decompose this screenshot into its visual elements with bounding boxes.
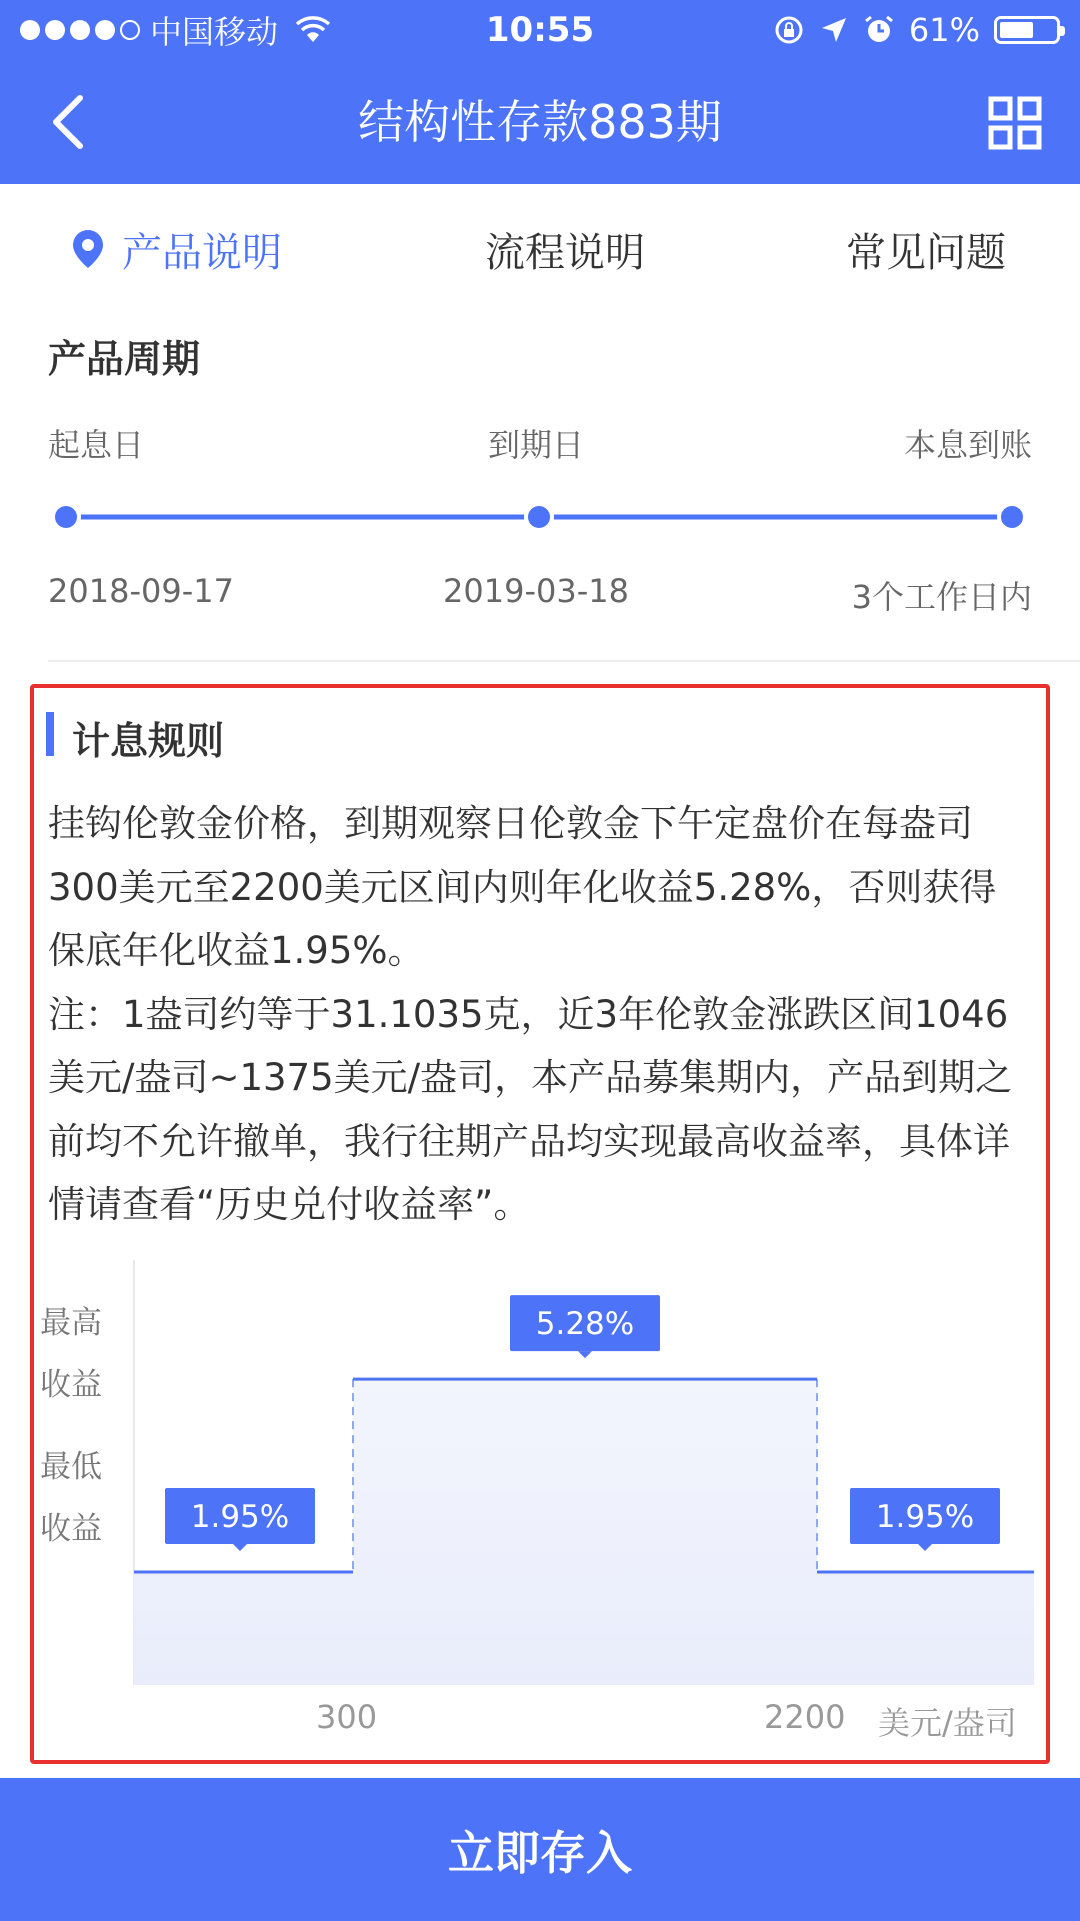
cycle-maturity-date: 2019-03-18	[443, 572, 629, 610]
yield-chart	[30, 1260, 1050, 1760]
yield-label: 1.95%	[875, 1499, 975, 1536]
cycle-start-date: 2018-09-17	[48, 572, 234, 610]
grid-icon	[988, 96, 1042, 150]
chart-label-low: 最低 收益	[40, 1449, 102, 1547]
interest-rule-text	[48, 792, 1030, 1237]
tab-label: 常见问题	[846, 229, 1006, 276]
interest-rule-title: 计息规则	[72, 719, 225, 763]
page-title: 结构性存款883期	[358, 95, 722, 149]
tab-product-info[interactable]	[70, 184, 282, 314]
carrier-name: 中国移动	[150, 13, 279, 51]
yield-label: 5.28%	[535, 1306, 635, 1343]
yield-label-pointer	[233, 1544, 247, 1551]
top-bar	[0, 0, 1080, 184]
chart-label-high: 最高 收益	[40, 1305, 102, 1403]
interest-rule-paragraph: 挂钩伦敦金价格，到期观察日伦敦金下午定盘价在每盎司300美元至2200美元区间内则年化收益5.28%，否则获得保底年化收益1.95%。	[48, 802, 997, 972]
tab-faq[interactable]	[846, 184, 1006, 314]
status-time: 10:55	[485, 10, 595, 50]
yield-label-pointer	[578, 1351, 592, 1358]
menu-grid-button[interactable]	[988, 96, 1042, 150]
tab-process-info[interactable]	[485, 184, 645, 314]
cycle-section-title: 产品周期	[48, 337, 201, 381]
interest-rule-note: 注：1盎司约等于31.1035克，近3年伦敦金涨跌区间1046美元/盎司~1375美元/盎司，本产品募集期内，产品到期之前均不允许撤单，我行往期产品均实现最高收益率，具体详情请查看“历史兑付收益率”。	[48, 992, 1013, 1226]
timeline-node-start	[53, 504, 79, 530]
yield-label-pointer	[918, 1544, 932, 1551]
deposit-now-button[interactable]: 立即存入	[0, 1778, 1080, 1921]
x-tick-label: 300	[316, 1698, 378, 1736]
tab-bar	[0, 184, 1080, 314]
x-tick-label: 2200	[764, 1698, 846, 1736]
status-bar-right	[773, 10, 1060, 50]
yield-label: 1.95%	[190, 1499, 290, 1536]
section-divider	[48, 660, 1080, 662]
timeline-node-maturity	[526, 504, 552, 530]
cycle-payout-label: 本息到账	[903, 426, 1032, 464]
battery-percent: 61%	[908, 11, 980, 49]
cycle-start-label: 起息日	[48, 426, 145, 464]
tab-label: 流程说明	[485, 229, 645, 276]
location-arrow-icon	[819, 15, 849, 45]
cycle-payout-date: 3个工作日内	[851, 578, 1032, 616]
tab-label: 产品说明	[122, 229, 282, 276]
cycle-maturity-label: 到期日	[488, 426, 585, 464]
cycle-timeline	[0, 490, 1080, 544]
location-pin-icon	[70, 228, 106, 270]
alarm-icon	[863, 14, 895, 46]
section-accent-bar	[46, 712, 54, 756]
timeline-node-payout	[999, 504, 1025, 530]
battery-icon	[994, 16, 1060, 44]
orientation-lock-icon	[773, 14, 805, 46]
x-axis-unit: 美元/盎司	[878, 1704, 1017, 1742]
